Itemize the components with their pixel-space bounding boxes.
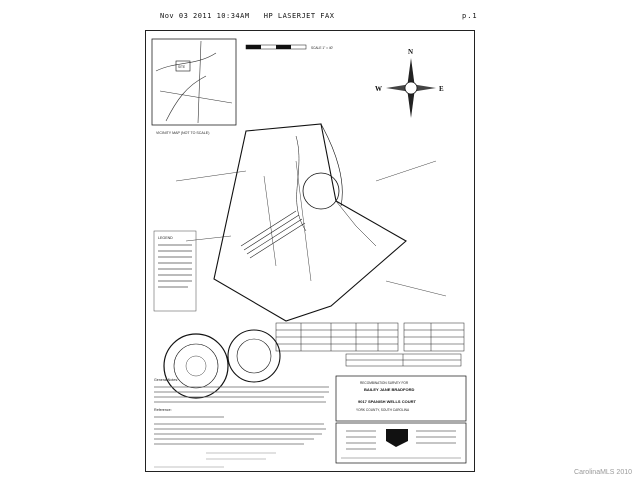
vicinity-map-label: VICINITY MAP (NOT TO SCALE) — [156, 131, 210, 135]
survey-table-2 — [346, 354, 461, 366]
vicinity-map — [152, 39, 236, 135]
surveyor-seal-stamp — [164, 334, 228, 398]
general-notes-title: General Notes: — [154, 378, 179, 382]
north-arrow-icon — [375, 48, 444, 118]
legend-box — [154, 231, 196, 311]
mls-watermark: CarolinaMLS 2010 — [574, 469, 632, 476]
legend-title: LEGEND — [158, 236, 173, 240]
compass-n: N — [408, 48, 414, 56]
reference-title: Reference: — [154, 408, 172, 412]
line-table — [404, 323, 464, 351]
driveway-hatch — [241, 211, 305, 258]
county-line: YORK COUNTY, SOUTH CAROLINA — [356, 408, 410, 412]
recorded-title: RECOMBINATION SURVEY FOR — [360, 381, 409, 385]
plat-drawing — [146, 31, 476, 473]
compass-e: E — [439, 85, 444, 93]
fax-header — [160, 12, 480, 20]
general-notes — [154, 378, 329, 467]
recorded-name: BAILEY JANE BRADFORD — [364, 387, 415, 392]
lot-boundary — [176, 124, 446, 321]
plat-survey-sheet — [145, 30, 475, 472]
scale-bar-label: SCALE 1" = 40' — [311, 46, 334, 50]
surveyor-seal-stamp-2 — [228, 330, 280, 382]
title-block — [336, 376, 466, 463]
scale-bar — [246, 45, 333, 50]
fax-timestamp: Nov 03 2011 10:34AM — [160, 12, 250, 20]
fax-page-number: p.1 — [462, 12, 478, 20]
compass-w: W — [375, 85, 382, 93]
curve-table — [276, 323, 398, 351]
fax-sender: HP LASERJET FAX — [263, 12, 335, 20]
site-label: SITE — [178, 65, 186, 69]
state-logo-icon — [386, 429, 408, 447]
address-line: 9017 SPANISH WELLS COURT — [358, 399, 416, 404]
